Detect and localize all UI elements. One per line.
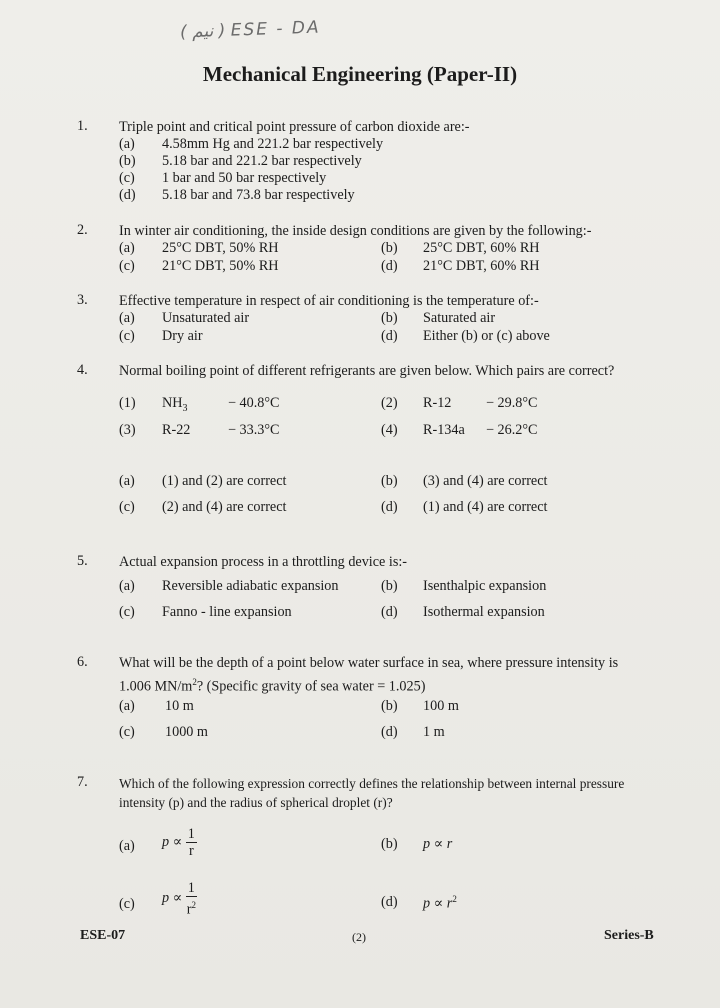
option-text: Reversible adiabatic expansion [162,578,339,594]
option-label: (b) [119,153,136,169]
option-row [0,578,720,598]
item-label: (1) [119,395,136,411]
question-text: Normal boiling point of different refrigerants are given below. Which pairs are correct? [119,363,615,379]
option-text: Isothermal expansion [423,604,545,620]
option-row [0,473,720,493]
page-number: (2) [352,930,366,944]
option-label: (d) [119,187,136,203]
option-expression: $p \propto r^2$ [423,894,457,912]
series-label: Series-B [604,928,654,943]
item-label: (2) [381,395,398,411]
option-row [0,328,720,348]
option-row [0,604,720,624]
option-text: 25°C DBT, 60% RH [423,240,540,256]
option-text: 21°C DBT, 50% RH [162,258,279,274]
question-text: In winter air conditioning, the inside design conditions are given by the following:- [119,223,592,239]
option-label: (c) [119,724,135,740]
option-text: (1) and (4) are correct [423,499,548,515]
question-number: 7. [77,774,88,790]
refrigerant-name: R-134a [423,422,465,438]
option-text: (1) and (2) are correct [162,473,287,489]
option-text: 1 m [423,724,445,740]
option-label: (a) [119,473,135,489]
question-text: What will be the depth of a point below water surface in sea, where pressure intensity is 1.006 $MN/m^2$? (Specific gravity of sea water = 1.025) [119,655,619,695]
option-text: Saturated air [423,310,496,326]
option-row [0,880,720,920]
question-number: 5. [77,553,88,569]
option-text: (2) and (4) are correct [162,499,287,515]
item-label: (3) [119,422,136,438]
question-number: 2. [77,222,88,238]
option-text: Dry air [162,328,203,344]
refrigerant-name: R-22 [162,422,191,438]
option-row [0,258,720,278]
option-row [0,826,720,866]
question-text: Triple point and critical point pressure of carbon dioxide are:- [119,119,470,135]
refrigerant-name: $NH_3$ [162,395,188,414]
question-number: 6. [77,654,88,670]
question-number: 3. [77,292,88,308]
option-label: (c) [119,328,135,344]
option-label: (c) [119,499,135,515]
boiling-point: − 29.8°C [486,395,538,411]
option-text: Isenthalpic expansion [423,578,547,594]
option-text: 5.18 bar and 73.8 bar respectively [162,187,355,203]
option-text: Fanno - line expansion [162,604,292,620]
question-number: 4. [77,362,88,378]
item-label: (4) [381,422,398,438]
option-text: Either (b) or (c) above [423,328,550,344]
question-number: 1. [77,118,88,134]
option-row [0,499,720,519]
option-label: (d) [381,328,398,344]
option-text: 100 m [423,698,459,714]
option-expression: p ∝ r [423,836,453,852]
option-label: (d) [381,894,398,910]
handwritten-note: ( ﻿ﻧﻴﻢ ) ESE - DA [179,17,321,43]
option-label: (a) [119,136,135,152]
boiling-point: − 40.8°C [228,395,280,411]
option-label: (a) [119,240,135,256]
option-label: (b) [381,473,398,489]
option-label: (c) [119,896,135,912]
option-label: (a) [119,310,135,326]
option-label: (c) [119,604,135,620]
option-label: (d) [381,724,398,740]
option-label: (a) [119,838,135,854]
option-label: (b) [381,698,398,714]
boiling-point: − 26.2°C [486,422,538,438]
option-label: (b) [381,310,398,326]
option-label: (d) [381,499,398,515]
refrigerant-row [0,395,720,415]
refrigerant-name: R-12 [423,395,452,411]
option-label: (b) [381,836,398,852]
option-text: (3) and (4) are correct [423,473,548,489]
option-text: 4.58mm Hg and 221.2 bar respectively [162,136,384,152]
option-text: 21°C DBT, 60% RH [423,258,540,274]
option-row [0,187,720,207]
option-text: 25°C DBT, 50% RH [162,240,279,256]
boiling-point: − 33.3°C [228,422,280,438]
option-expression: p ∝ $\frac{1}{r^2}$ [162,880,196,918]
option-text: 1000 m [165,724,208,740]
option-label: (b) [381,578,398,594]
option-row [0,698,720,718]
option-label: (d) [381,604,398,620]
option-text: Unsaturated air [162,310,250,326]
footer-code: ESE-07 [80,928,126,943]
option-row [0,310,720,330]
option-label: (c) [119,170,135,186]
option-expression: p ∝ $\frac{1}{r}$ [162,826,195,859]
option-label: (d) [381,258,398,274]
option-label: (b) [381,240,398,256]
option-row [0,240,720,260]
option-row [0,724,720,744]
option-label: (a) [119,698,135,714]
question-text: Which of the following expression correctly defines the relationship between internal pressure intensity (p) and the radius of spherical droplet (r)? [119,776,625,810]
option-label: (a) [119,578,135,594]
option-text: 1 bar and 50 bar respectively [162,170,327,186]
question-text: Actual expansion process in a throttling device is:- [119,554,408,570]
question-text: Effective temperature in respect of air conditioning is the temperature of:- [119,293,539,309]
option-text: 5.18 bar and 221.2 bar respectively [162,153,362,169]
refrigerant-row [0,422,720,442]
option-label: (c) [119,258,135,274]
page-title: Mechanical Engineering (Paper-II) [202,62,518,86]
option-text: 10 m [165,698,194,714]
